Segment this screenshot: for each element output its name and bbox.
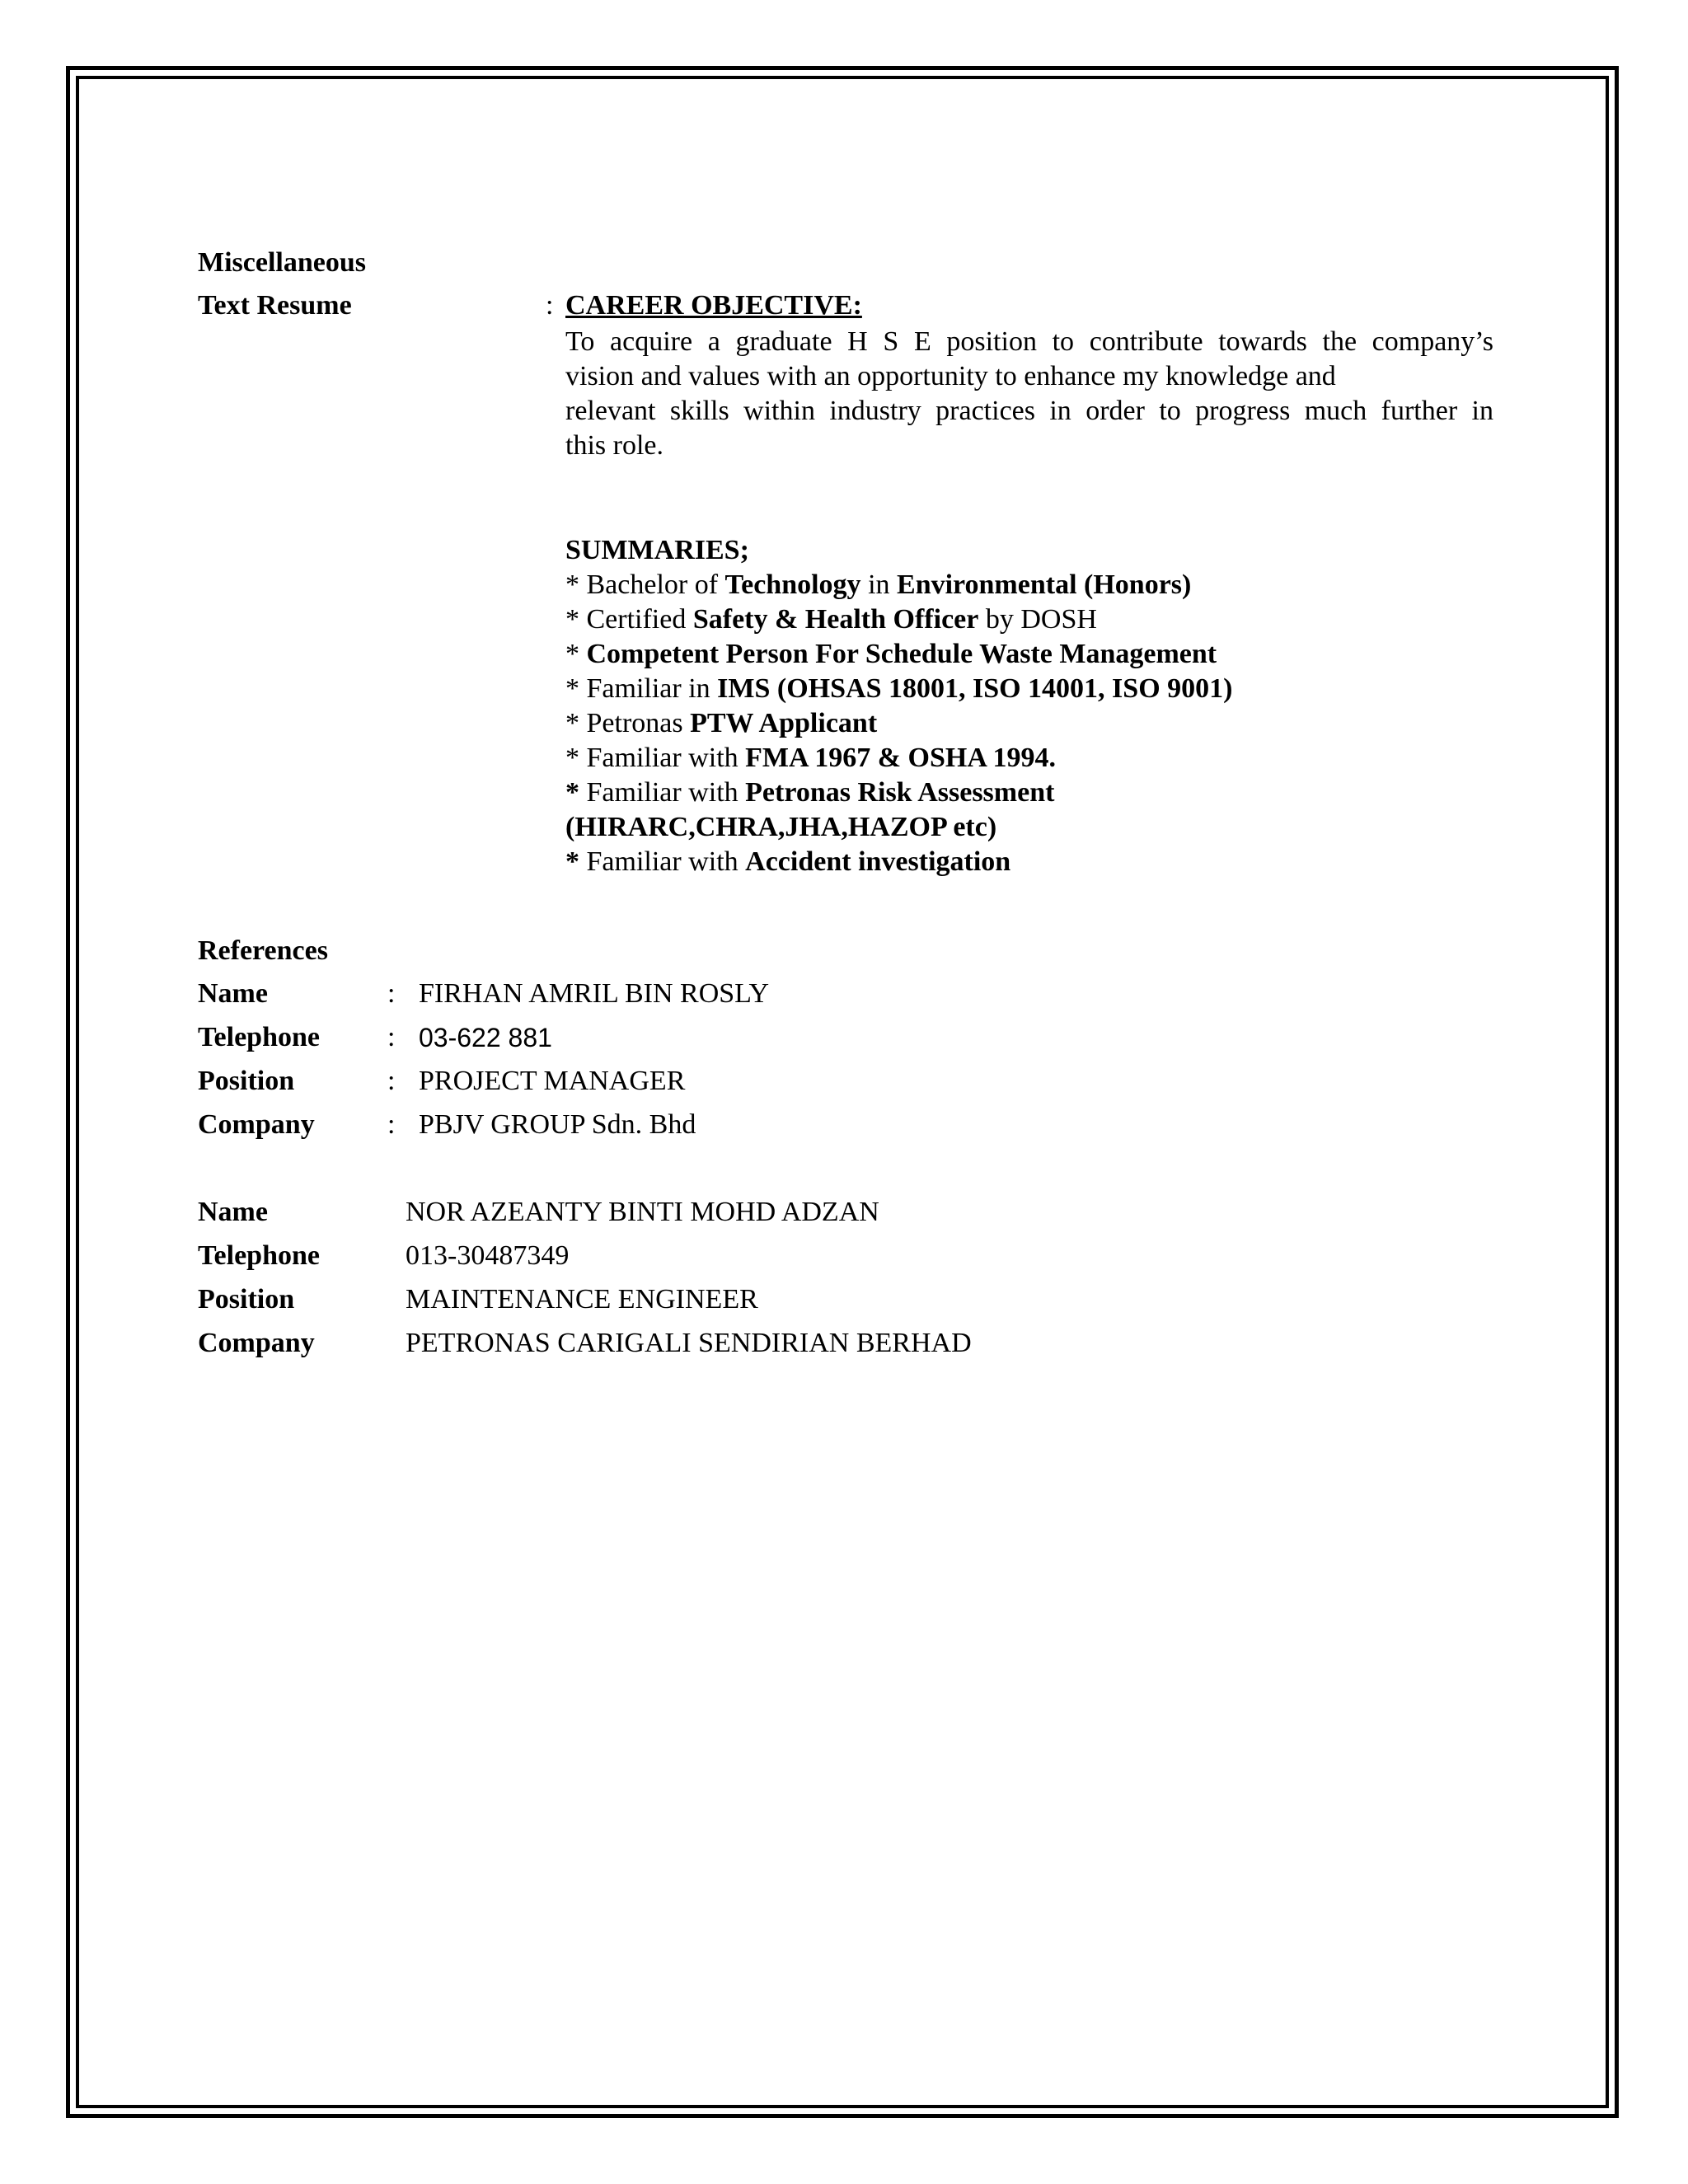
summary-item-text: FMA 1967 & OSHA 1994. [745,743,1056,773]
summary-item-text: * Familiar with [565,743,746,773]
summaries-title: SUMMARIES; [565,535,749,565]
summary-item [565,568,1232,602]
summary-item [565,706,1232,741]
ref1-position-value: PROJECT MANAGER [419,1066,686,1096]
ref2-position-value: MAINTENANCE ENGINEER [406,1284,758,1315]
career-objective-text [565,325,1493,463]
summary-item [565,741,1232,776]
summary-item-text: (HIRARC,CHRA,JHA,HAZOP etc) [565,812,997,842]
ref1-name-colon: : [387,978,396,1009]
summary-item-text: Environmental (Honors) [897,569,1192,600]
summary-item [565,637,1232,672]
summary-item-text: * Petronas [565,708,691,738]
ref2-position-label: Position [198,1284,295,1315]
summary-item-text: Familiar with [586,846,746,877]
summary-item-text: Safety & Health Officer [692,604,979,635]
text-resume-colon: : [546,290,554,321]
ref2-name-value: NOR AZEANTY BINTI MOHD ADZAN [406,1197,879,1227]
summary-item-text: Technology [724,569,861,600]
ref2-company-label: Company [198,1328,315,1358]
ref2-telephone-label: Telephone [198,1240,321,1271]
ref1-telephone-value: 03-622 881 [419,1023,552,1052]
summary-item-text: by DOSH [978,604,1097,635]
summary-item-text: * Bachelor of [565,569,725,600]
summary-item-text: PTW Applicant [690,708,878,738]
ref2-name-label: Name [198,1197,268,1227]
text-resume-label: Text Resume [198,290,352,321]
career-objective-title: CAREER OBJECTIVE: [565,290,862,321]
summary-item-text: * Familiar in [565,673,718,704]
references-heading: References [198,935,328,966]
summary-item-text: * Certified [565,604,693,635]
summary-item-text: Familiar with [586,777,746,808]
ref1-telephone-colon: : [387,1022,396,1052]
summary-item-text: Petronas Risk Assessment [745,777,1055,808]
career-objective-line: this role. [565,430,663,461]
summary-item-text: IMS (OHSAS 18001, ISO 14001, ISO 9001) [717,673,1233,704]
career-objective-line: relevant skills within industry practices in order to progress much further in [565,396,1493,426]
ref1-position-label: Position [198,1066,295,1096]
ref1-company-label: Company [198,1109,315,1140]
summary-item-text: * [565,846,587,877]
ref1-company-colon: : [387,1109,396,1140]
career-objective-line: To acquire a graduate H S E position to contribute towards the company’s [565,326,1493,357]
ref1-name-value: FIRHAN AMRIL BIN ROSLY [419,978,770,1009]
ref1-position-colon: : [387,1066,396,1096]
summary-item [565,776,1232,810]
summary-item [565,602,1232,637]
ref1-name-label: Name [198,978,268,1009]
ref1-telephone-label: Telephone [198,1022,321,1052]
summary-item-text: * [565,777,587,808]
career-objective-line: vision and values with an opportunity to enhance my knowledge and [565,361,1336,391]
summary-item-text: * [565,639,587,669]
summary-item-text: Competent Person For Schedule Waste Management [586,639,1217,669]
miscellaneous-heading: Miscellaneous [198,247,366,278]
ref2-telephone-value: 013-30487349 [406,1240,570,1271]
summaries-list [565,568,1232,879]
summaries-section [565,533,1232,879]
ref2-company-value: PETRONAS CARIGALI SENDIRIAN BERHAD [406,1328,972,1358]
summary-item [565,810,1232,845]
summary-item-text: Accident investigation [745,846,1011,877]
summary-item-text: in [860,569,898,600]
ref1-company-value: PBJV GROUP Sdn. Bhd [419,1109,696,1140]
summary-item [565,845,1232,879]
summary-item [565,672,1232,706]
